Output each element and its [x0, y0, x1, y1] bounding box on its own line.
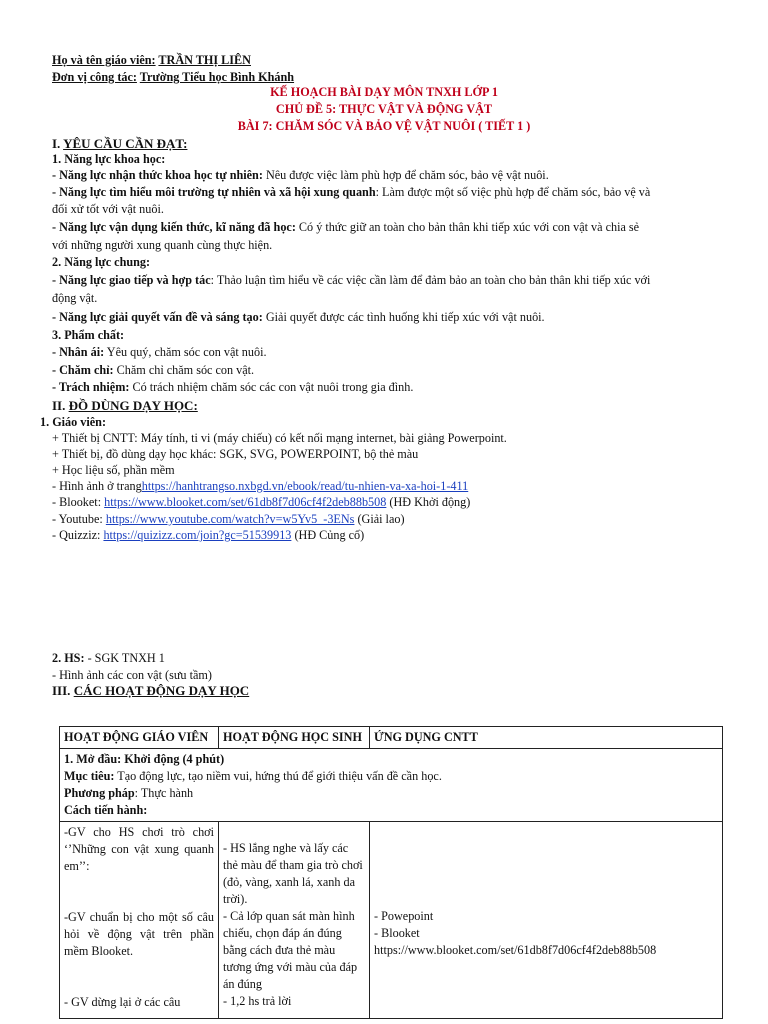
hs-item-2: - Hình ảnh các con vật (sưu tầm) [52, 668, 212, 682]
unit-name: Trường Tiểu học Bình Khánh [139, 70, 295, 84]
col-header-student: HOẠT ĐỘNG HỌC SINH [219, 727, 370, 749]
table-header-row [60, 727, 723, 749]
hs-step-3: - 1,2 hs trả lời [223, 994, 292, 1008]
table-row-activity [60, 822, 723, 1019]
it-blooket-url: https://www.blooket.com/set/61db8f7d06cf4f2deb88b508 [374, 943, 657, 957]
row1-title: 1. Mở đầu: Khởi động (4 phút) [64, 752, 225, 766]
s3-item-2: - Chăm chỉ: Chăm chỉ chăm sóc con vật. [52, 363, 255, 377]
teacher-line [52, 52, 724, 69]
section-1-heading: I. YÊU CẦU CẦN ĐẠT: [52, 136, 188, 151]
s2-item-1-cont: động vật. [52, 291, 98, 305]
s1-item-3: - Năng lực vận dụng kiến thức, kĩ năng đã học: Có ý thức giữ an toàn cho bản thân khi tiếp xúc với con vật và chia sẻ [52, 220, 640, 234]
blooket-link[interactable]: https://www.blooket.com/set/61db8f7d06cf4f2deb88b508 [104, 495, 387, 509]
gv-item-7: - Quizziz: https://quizizz.com/join?gc=51539913 (HĐ Củng cố) [52, 528, 365, 542]
student-activity-cell [219, 822, 370, 1019]
gv-item-3: + Học liệu số, phần mềm [52, 463, 175, 477]
quizizz-link[interactable]: https://quizizz.com/join?gc=51539913 [103, 528, 292, 542]
table-row-intro [60, 749, 723, 822]
row1-procedure: Cách tiến hành: [64, 803, 148, 817]
youtube-link[interactable]: https://www.youtube.com/watch?v=w5Yv5_-3ENs [105, 512, 355, 526]
ebook-link[interactable]: https://hanhtrangso.nxbgd.vn/ebook/read/tu-nhien-va-xa-hoi-1-411 [141, 479, 469, 493]
s3-item-3: - Trách nhiệm: Có trách nhiệm chăm sóc các con vật nuôi trong gia đình. [52, 380, 414, 394]
intro-cell [60, 749, 723, 822]
col-header-it: ỨNG DỤNG CNTT [370, 727, 723, 749]
s1-item-1: - Năng lực nhận thức khoa học tự nhiên: Nêu được việc làm phù hợp để chăm sóc, bảo vệ vật nuôi. [52, 168, 549, 182]
s3-item-1: - Nhân ái: Yêu quý, chăm sóc con vật nuôi. [52, 345, 267, 359]
it-cell [370, 822, 723, 1019]
teacher-activity-cell [60, 822, 219, 1019]
s2-item-1: - Năng lực giao tiếp và hợp tác: Thảo luận tìm hiểu về các việc cần làm để đảm bảo an toàn cho bản thân khi tiếp xúc với [52, 273, 651, 287]
gv-step-3: - GV dừng lại ở các câu [64, 995, 181, 1009]
s2-item-2: - Năng lực giải quyết vấn đề và sáng tạo: Giải quyết được các tình huống khi tiếp xúc với vật nuôi. [52, 310, 545, 324]
hs-step-1: - HS lắng nghe và lấy các thẻ màu để tham gia trò chơi (đỏ, vàng, xanh lá, xanh da trời). [223, 841, 363, 906]
s1-item-3-cont: với những người xung quanh cùng thực hiện. [52, 238, 273, 252]
hs-step-2: - Cả lớp quan sát màn hình chiếu, chọn đáp án đúng bằng cách đưa thẻ màu tương ứng với màu của đáp án đúng [223, 909, 358, 991]
col-header-teacher: HOẠT ĐỘNG GIÁO VIÊN [60, 727, 219, 749]
teacher-name: TRẦN THỊ LIÊN [158, 53, 251, 67]
gv-item-4: - Hình ảnh ở tranghttps://hanhtrangso.nxbgd.vn/ebook/read/tu-nhien-va-xa-hoi-1-411 [52, 479, 469, 493]
hs-line: 2. HS: - SGK TNXH 1 [52, 651, 165, 665]
gv-item-2: + Thiết bị, đồ dùng dạy học khác: SGK, SVG, POWERPOINT, bộ thẻ màu [52, 447, 419, 461]
gv-step-1: -GV cho HS chơi trò chơi ‘’Những con vật xung quanh em’’: [64, 825, 214, 873]
gv-item-5: - Blooket: https://www.blooket.com/set/61db8f7d06cf4f2deb88b508 (HĐ Khởi động) [52, 495, 471, 509]
s1-item-2-cont: đối xử tốt với vật nuôi. [52, 202, 164, 216]
title-3: BÀI 7: CHĂM SÓC VÀ BẢO VỆ VẬT NUÔI ( TIẾT 1 ) [237, 119, 531, 133]
s1-item-2: - Năng lực tìm hiểu môi trường tự nhiên và xã hội xung quanh: Làm được một số việc phù hợp để chăm sóc, bảo vệ và [52, 185, 651, 199]
s3-title: 3. Phẩm chất: [52, 328, 125, 342]
gv-title: 1. Giáo viên: [40, 415, 107, 429]
row1-method: Phương pháp: Thực hành [64, 786, 194, 800]
teacher-label: Họ và tên giáo viên: [52, 53, 156, 67]
title-1: KẾ HOẠCH BÀI DẠY MÔN TNXH LỚP 1 [270, 85, 498, 99]
s2-title: 2. Năng lực chung: [52, 255, 151, 269]
title-2: CHỦ ĐỀ 5: THỰC VẬT VÀ ĐỘNG VẬT [275, 102, 493, 116]
section-3-heading: III. CÁC HOẠT ĐỘNG DẠY HỌC [52, 683, 250, 698]
row1-goal: Mục tiêu: Tạo động lực, tạo niềm vui, hứng thú để giới thiệu vấn đề cần học. [64, 769, 442, 783]
section-2-heading: II. ĐỒ DÙNG DẠY HỌC: [52, 398, 198, 413]
s1-title: 1. Năng lực khoa học: [52, 152, 166, 166]
gv-item-1: + Thiết bị CNTT: Máy tính, ti vi (máy chiếu) có kết nối mạng internet, bài giảng Powerpoint. [52, 431, 507, 445]
gv-step-2: -GV chuẩn bị cho một số câu hỏi về động vật trên phần mềm Blooket. [64, 910, 214, 958]
activities-table [59, 726, 723, 1019]
it-blooket: - Blooket [374, 926, 420, 940]
it-powerpoint: - Powepoint [374, 909, 434, 923]
gv-item-6: - Youtube: https://www.youtube.com/watch?v=w5Yv5_-3ENs (Giải lao) [52, 512, 405, 526]
unit-label: Đơn vị công tác: [52, 70, 137, 84]
